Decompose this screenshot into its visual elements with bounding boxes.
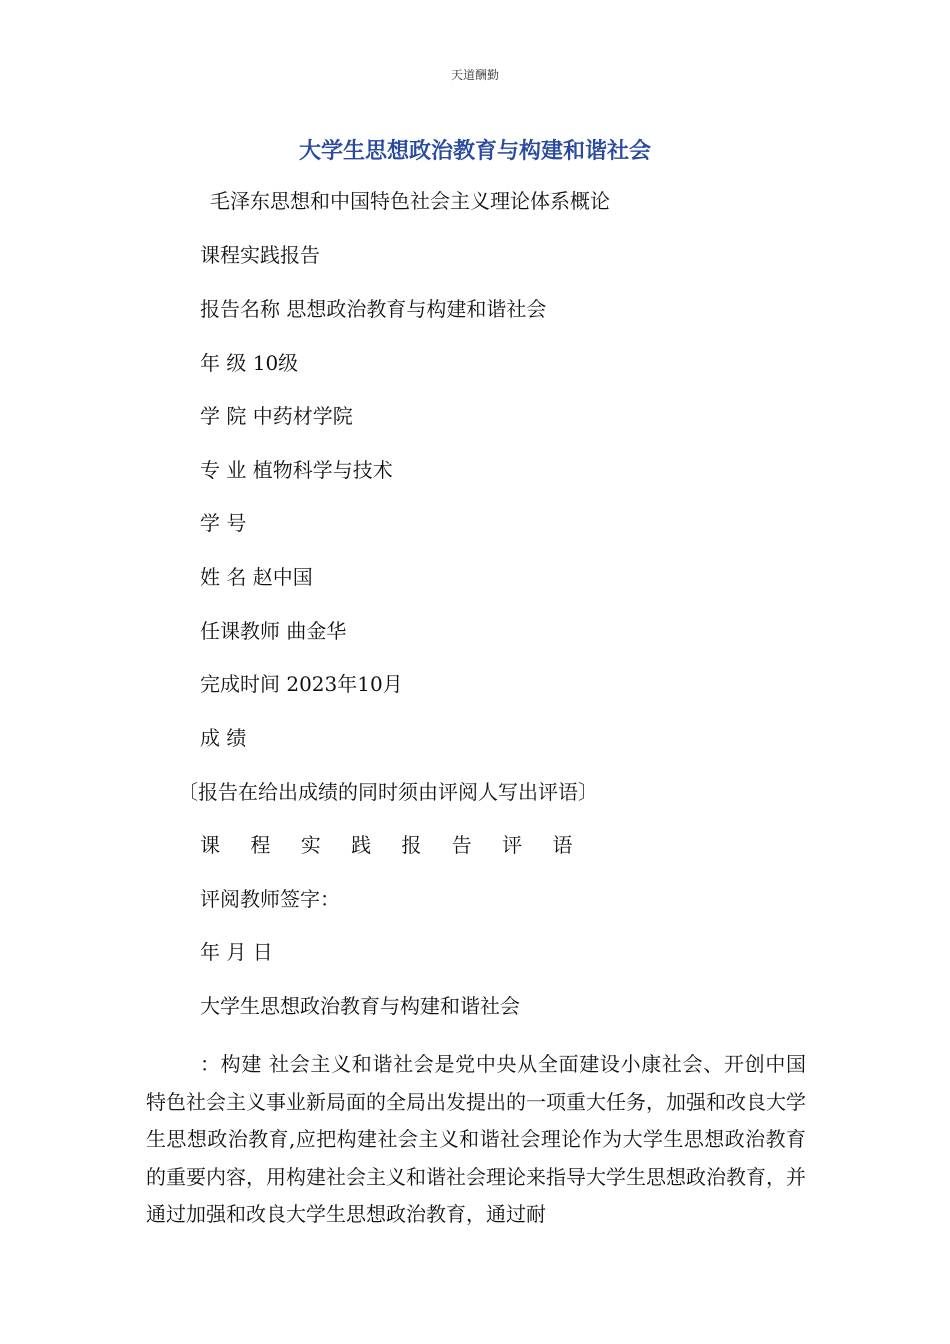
review-date: 年 月 日: [200, 940, 273, 964]
report-name-field: 报告名称 思想政治教育与构建和谐社会: [200, 297, 547, 321]
document-title: 大学生思想政治教育与构建和谐社会: [298, 139, 651, 164]
student-id-field: 学 号: [200, 511, 247, 535]
completion-date-field: 完成时间 2023年10月: [200, 672, 403, 696]
college-field: 学 院 中药材学院: [200, 404, 353, 428]
grade-field: 年 级 10级: [200, 351, 299, 375]
score-field: 成 绩: [200, 726, 247, 750]
page-header: 天道酬勤: [450, 68, 499, 82]
student-name-field: 姓 名 赵中国: [200, 565, 313, 589]
body-paragraph: ：构建 社会主义和谐社会是党中央从全面建设小康社会、开创中国特色社会主义事业新局面的全局出发提出的一项重大任务，加强和改良大学生思想政治教育,应把构建社会主义和谐社会理论作为大学生思想政治教育的重要内容，用构建社会主义和谐社会理论来指导大学生思想政治教育，并通过加强和改良大学生思想政治教育，通过耐: [146, 1052, 806, 1226]
major-field: 专 业 植物科学与技术: [200, 458, 393, 482]
section-title: 大学生思想政治教育与构建和谐社会: [200, 994, 520, 1018]
report-type: 课程实践报告: [200, 243, 320, 267]
reviewer-signature: 评阅教师签字：: [200, 887, 340, 911]
course-name: 毛泽东思想和中国特色社会主义理论体系概论: [210, 189, 610, 213]
teacher-field: 任课教师 曲金华: [200, 619, 347, 643]
review-heading: 课 程 实 践 报 告 评 语: [200, 833, 585, 857]
review-note: 〔报告在给出成绩的同时须由评阅人写出评语〕: [178, 780, 598, 804]
